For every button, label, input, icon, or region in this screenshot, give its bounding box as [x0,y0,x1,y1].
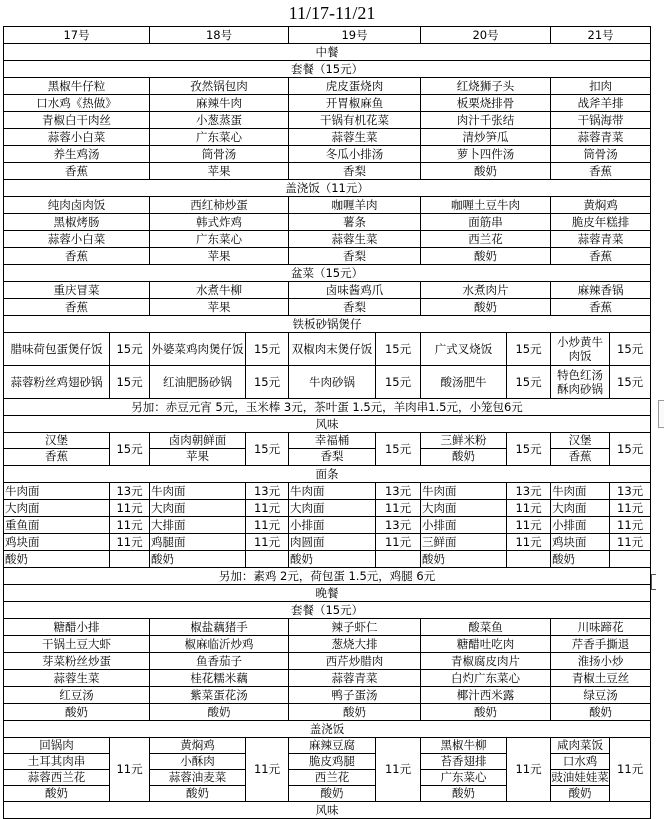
menu-cell: 酸奶 [150,704,289,721]
dish-cell: 牛肉面 [421,483,507,500]
menu-cell: 黑椒牛仔粒 [4,78,150,95]
dish-cell: 小炒黄牛肉饭 [551,333,610,366]
menu-cell: 芹香手撕退 [551,636,651,653]
dish-stack [421,433,507,466]
menu-cell: 香蕉 [551,248,651,265]
menu-cell: 麻辣牛肉 [150,95,289,112]
menu-cell: 水煮牛柳 [150,282,289,299]
dish-line: 卤肉朝鲜面 [150,433,245,449]
section-header: 套餐（15元） [4,602,651,619]
menu-cell: 红烧狮子头 [421,78,551,95]
menu-cell: 开胃椒麻鱼 [289,95,421,112]
price-cell: 11元 [610,534,651,551]
menu-cell: 蒜蓉青菜 [289,670,421,687]
dish-cell: 牛肉面 [4,483,110,500]
weekly-menu-table [3,26,651,819]
menu-cell: 绿豆汤 [551,687,651,704]
table-row [4,231,651,248]
menu-cell: 板栗烧排骨 [421,95,551,112]
dish-cell: 酸奶 [421,551,507,568]
menu-cell: 糖醋小排 [4,619,150,636]
menu-cell: 脆皮年糕排 [551,214,651,231]
menu-cell: 17号 [4,27,150,44]
menu-cell: 糖醋吐吃肉 [421,636,551,653]
dish-stack [551,738,610,802]
table-row [4,197,651,214]
menu-cell: 苹果 [150,299,289,316]
table-row [4,248,651,265]
menu-cell: 咖喱羊肉 [289,197,421,214]
dish-line: 酸奶 [568,786,592,800]
dish-stack [4,433,110,466]
section-header: 铁板砂锅煲仔 [4,316,651,333]
menu-cell: 萝卜四件汤 [421,146,551,163]
menu-cell: 冬瓜小排汤 [289,146,421,163]
menu-cell: 广东菜心 [150,231,289,248]
price-cell: 11元 [507,500,551,517]
dish-cell: 酸汤肥牛 [421,366,507,399]
price-cell: 11元 [246,534,289,551]
menu-cell: 酸奶 [551,704,651,721]
menu-cell: 重庆冒菜 [4,282,150,299]
menu-cell: 干锅有机花菜 [289,112,421,129]
section-header: 套餐（15元） [4,61,651,78]
dish-stack [289,433,376,466]
dish-cell: 双椒肉末煲仔饭 [289,333,376,366]
table-row [4,534,651,551]
menu-cell: 20号 [421,27,551,44]
menu-cell: 辣子虾仁 [289,619,421,636]
dish-line: 三鲜米粉 [421,433,506,449]
price-cell [246,551,289,568]
dish-cell: 腊味荷包蛋煲仔饭 [4,333,110,366]
dish-line: 苹果 [186,449,210,463]
section-header: 另加：素鸡 2元，荷包蛋 1.5元，鸡腿 6元 [4,568,651,585]
price-cell: 11元 [507,738,551,802]
table-row [4,180,651,197]
dish-line: 苔香翅排 [421,754,506,770]
menu-cell: 椰汁西米露 [421,687,551,704]
price-cell: 11元 [610,738,651,802]
dish-cell: 广式叉烧饭 [421,333,507,366]
menu-cell: 酸奶 [421,163,551,180]
section-header: 面条 [4,466,651,483]
table-row [4,366,651,399]
menu-cell: 鱼香茄子 [150,653,289,670]
menu-cell: 酸奶 [421,704,551,721]
price-cell: 11元 [610,517,651,534]
menu-cell: 椒麻临沂炒鸡 [150,636,289,653]
menu-cell: 咖喱土豆牛肉 [421,197,551,214]
menu-cell: 孜然锅包肉 [150,78,289,95]
table-row [4,483,651,500]
menu-cell: 19号 [289,27,421,44]
dish-line: 蒜蓉西兰花 [4,770,109,786]
price-cell: 15元 [376,333,421,366]
table-row [4,95,651,112]
table-row [4,636,651,653]
menu-cell: 淮扬小炒 [551,653,651,670]
menu-cell: 蒜蓉生菜 [289,231,421,248]
dish-line: 香梨 [320,449,344,463]
price-cell: 11元 [246,500,289,517]
dish-cell: 鸡块面 [4,534,110,551]
menu-cell: 蒜蓉生菜 [289,129,421,146]
dish-cell: 蒜蓉粉丝鸡翅砂锅 [4,366,110,399]
dish-line: 豉油娃娃菜 [551,770,609,784]
dish-line: 脆皮鸡腿 [289,754,375,770]
table-row [4,500,651,517]
section-header: 盆菜（15元） [4,265,651,282]
dish-line: 西兰花 [289,770,375,786]
table-row [4,704,651,721]
dish-line: 香蕉 [45,449,68,463]
section-header: 盖浇饭（11元） [4,180,651,197]
dish-cell: 特色红汤酥肉砂锅 [551,366,610,399]
menu-cell: 黑椒烤肠 [4,214,150,231]
menu-cell: 肉汁千张结 [421,112,551,129]
menu-cell: 干锅土豆大虾 [4,636,150,653]
price-cell: 11元 [376,534,421,551]
price-cell: 15元 [507,333,551,366]
menu-cell: 酸奶 [421,299,551,316]
table-row [4,416,651,433]
dish-line: 广东菜心 [421,770,506,786]
price-cell: 15元 [246,433,289,466]
table-row [4,333,651,366]
price-cell: 11元 [376,500,421,517]
dish-line: 酸奶 [320,786,344,800]
menu-cell: 纯肉卤肉饭 [4,197,150,214]
section-header: 另加：赤豆元宵 5元，玉米棒 3元，茶叶蛋 1.5元，羊肉串1.5元，小笼包6元 [4,399,651,416]
dish-cell: 大肉面 [551,500,610,517]
dish-line: 酸奶 [452,786,476,800]
table-row [4,687,651,704]
menu-cell: 西红柿炒蛋 [150,197,289,214]
menu-cell: 蒜蓉小白菜 [4,129,150,146]
price-cell [376,551,421,568]
section-header: 盖浇饭 [4,721,651,738]
price-cell: 11元 [110,500,150,517]
dish-cell: 小排面 [289,517,376,534]
menu-cell: 香蕉 [551,163,651,180]
menu-cell: 紫菜蛋花汤 [150,687,289,704]
menu-cell: 酸奶 [4,704,150,721]
menu-cell: 白灼广东菜心 [421,670,551,687]
table-row [4,129,651,146]
table-row [4,466,651,483]
dish-cell: 鸡块面 [551,534,610,551]
price-cell: 11元 [246,517,289,534]
menu-cell: 香蕉 [551,299,651,316]
table-row [4,112,651,129]
menu-cell: 青椒腐皮肉片 [421,653,551,670]
dish-cell: 酸奶 [150,551,246,568]
dish-stack [4,738,110,802]
scrollbar-handle[interactable] [658,400,664,428]
menu-cell: 香梨 [289,163,421,180]
menu-cell: 苹果 [150,163,289,180]
price-cell: 15元 [610,333,651,366]
table-row [4,568,651,585]
menu-cell: 清炒笋瓜 [421,129,551,146]
menu-cell: 香梨 [289,248,421,265]
price-cell: 15元 [507,433,551,466]
price-cell: 13元 [110,483,150,500]
table-row [4,299,651,316]
price-cell [110,551,150,568]
menu-cell: 香蕉 [4,248,150,265]
menu-cell: 筒骨汤 [150,146,289,163]
dish-cell: 外婆菜鸡肉煲仔饭 [150,333,246,366]
menu-cell: 芽菜粉丝炒蛋 [4,653,150,670]
price-cell: 11元 [610,500,651,517]
dish-cell: 牛肉面 [551,483,610,500]
dish-cell: 牛肉面 [289,483,376,500]
menu-cell: 薯条 [289,214,421,231]
price-cell: 15元 [376,433,421,466]
table-row [4,44,651,61]
dish-line: 黄焖鸡 [150,738,245,754]
table-row [4,214,651,231]
dish-line: 蒜蓉油麦菜 [150,770,245,786]
price-cell [507,551,551,568]
price-cell: 15元 [610,366,651,399]
menu-cell: 21号 [551,27,651,44]
menu-cell: 口水鸡《热做》 [4,95,150,112]
table-row [4,602,651,619]
dish-line: 酸奶 [452,449,476,463]
menu-cell: 红豆汤 [4,687,150,704]
price-cell: 15元 [110,433,150,466]
price-cell: 13元 [376,483,421,500]
table-row [4,653,651,670]
menu-cell: 广东菜心 [150,129,289,146]
dish-cell: 酸奶 [551,551,610,568]
dish-cell: 大肉面 [4,500,110,517]
dish-line: 幸福桶 [289,433,375,449]
dish-cell: 红油肥肠砂锅 [150,366,246,399]
price-cell: 11元 [507,534,551,551]
dish-line: 麻辣豆腐 [289,738,375,754]
price-cell: 15元 [610,433,651,466]
price-cell: 13元 [507,483,551,500]
dish-cell: 牛肉砂锅 [289,366,376,399]
menu-cell: 酸奶 [289,704,421,721]
dish-cell: 大肉面 [421,500,507,517]
price-cell: 13元 [376,517,421,534]
table-row [4,316,651,333]
table-row [4,282,651,299]
menu-cell: 麻辣香锅 [551,282,651,299]
table-row [4,551,651,568]
dish-stack [150,433,246,466]
dish-cell: 肉圆面 [289,534,376,551]
menu-cell: 葱烧大排 [289,636,421,653]
table-row [4,399,651,416]
menu-cell: 卤味酱鸡爪 [289,282,421,299]
menu-cell: 小葱蒸蛋 [150,112,289,129]
menu-cell: 蒜蓉青菜 [551,231,651,248]
page-marker [651,574,656,590]
menu-cell: 面筋串 [421,214,551,231]
price-cell: 15元 [507,366,551,399]
table-row [4,265,651,282]
dish-line: 回锅肉 [4,738,109,754]
price-cell: 11元 [376,738,421,802]
price-cell: 15元 [246,333,289,366]
menu-cell: 酸菜鱼 [421,619,551,636]
menu-cell: 香蕉 [4,163,150,180]
table-row [4,78,651,95]
section-header: 风味 [4,416,651,433]
table-row [4,146,651,163]
dish-line: 酸奶 [186,786,210,800]
menu-cell: 水煮肉片 [421,282,551,299]
table-row [4,670,651,687]
menu-title: 11/17-11/21 [288,3,376,23]
menu-cell: 扣肉 [551,78,651,95]
price-cell: 15元 [246,366,289,399]
price-cell: 15元 [376,366,421,399]
price-cell: 11元 [110,738,150,802]
section-header: 中餐 [4,44,651,61]
table-row [4,517,651,534]
dish-line: 黑椒牛柳 [421,738,506,754]
price-cell: 13元 [246,483,289,500]
price-cell: 15元 [110,366,150,399]
price-cell: 11元 [507,517,551,534]
menu-cell: 养生鸡汤 [4,146,150,163]
dish-cell: 牛肉面 [150,483,246,500]
dish-cell: 大肉面 [150,500,246,517]
dish-line: 香蕉 [568,449,592,463]
menu-cell: 酸奶 [421,248,551,265]
dish-line: 小酥肉 [150,754,245,770]
section-header: 晚餐 [4,585,651,602]
price-cell: 11元 [110,517,150,534]
dish-cell: 大肉面 [289,500,376,517]
dish-cell: 重鱼面 [4,517,110,534]
menu-cell: 青椒土豆丝 [551,670,651,687]
menu-cell: 战斧羊排 [551,95,651,112]
table-row [4,721,651,738]
dish-line: 汉堡 [551,433,609,449]
menu-cell: 桂花糯米藕 [150,670,289,687]
menu-cell: 鸭子蛋汤 [289,687,421,704]
menu-cell: 虎皮蛋烧肉 [289,78,421,95]
menu-cell: 西芹炒腊肉 [289,653,421,670]
menu-cell: 西兰花 [421,231,551,248]
table-row [4,619,651,636]
menu-cell: 青椒白干肉丝 [4,112,150,129]
dish-cell: 小排面 [551,517,610,534]
menu-cell: 香蕉 [4,299,150,316]
table-row [4,61,651,78]
dish-stack [150,738,246,802]
dish-stack [289,738,376,802]
dish-line: 土耳其肉串 [4,754,109,770]
dish-stack [421,738,507,802]
price-cell [610,551,651,568]
price-cell: 11元 [110,534,150,551]
section-header: 风味 [4,802,651,819]
menu-cell: 筒骨汤 [551,146,651,163]
menu-cell: 18号 [150,27,289,44]
dish-stack [551,433,610,466]
price-cell: 11元 [246,738,289,802]
menu-cell: 蒜蓉生菜 [4,670,150,687]
dish-cell: 小排面 [421,517,507,534]
table-row [4,163,651,180]
price-cell: 15元 [110,333,150,366]
table-row [4,802,651,819]
table-row [4,433,651,466]
table-row [4,27,651,44]
menu-cell: 川味蹄花 [551,619,651,636]
table-row [4,585,651,602]
menu-cell: 干锅海带 [551,112,651,129]
menu-cell: 椒盐藕猪手 [150,619,289,636]
dish-cell: 鸡腿面 [150,534,246,551]
dish-cell: 三鲜面 [421,534,507,551]
dish-cell: 酸奶 [289,551,376,568]
dish-line: 口水鸡 [551,754,609,770]
menu-cell: 黄焖鸡 [551,197,651,214]
dish-cell: 大排面 [150,517,246,534]
menu-cell: 韩式炸鸡 [150,214,289,231]
dish-line: 汉堡 [4,433,109,449]
menu-cell: 苹果 [150,248,289,265]
menu-cell: 香梨 [289,299,421,316]
menu-cell: 蒜蓉小白菜 [4,231,150,248]
dish-line: 酸奶 [45,786,68,800]
price-cell: 13元 [610,483,651,500]
dish-cell: 酸奶 [4,551,110,568]
dish-line: 咸肉菜饭 [551,738,609,754]
table-row [4,738,651,802]
menu-cell: 蒜蓉青菜 [551,129,651,146]
